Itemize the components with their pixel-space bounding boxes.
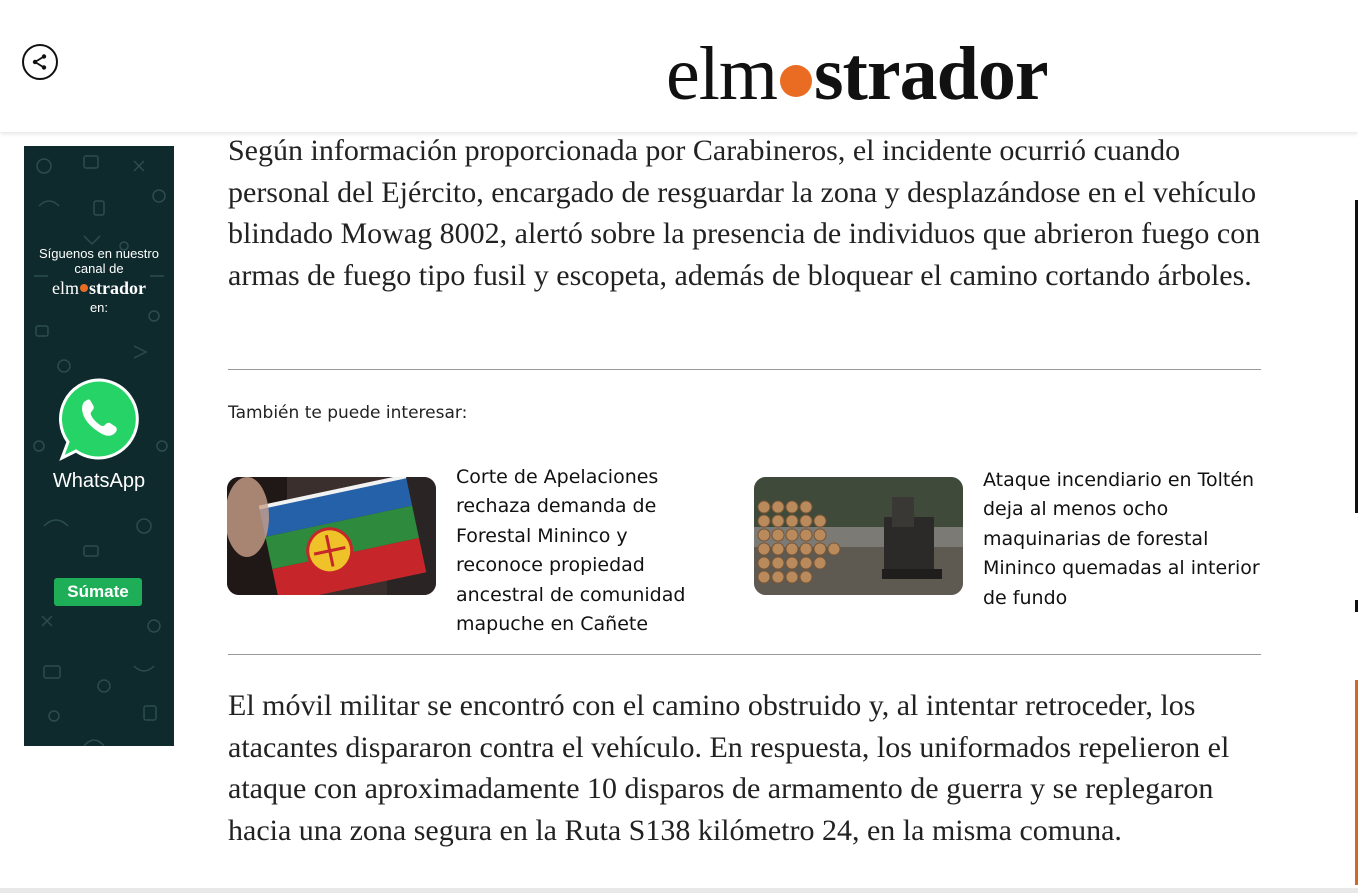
- article-paragraph: Según información proporcionada por Carabineros, el incidente ocurrió cuando personal del Ejército, encargado de resguardar la zona y desplazándose en el vehículo blindado Mowag 8002, alertó sobre la presencia de individuos que abrieron fuego con armas de fuego tipo fusil y escopeta, además de bloquear el camino cortando árboles.: [228, 134, 1261, 292]
- logo-text-suffix: strador: [813, 32, 1048, 116]
- ad-logo-prefix: elm: [52, 278, 79, 298]
- related-bottom-divider: [228, 654, 1261, 655]
- site-logo[interactable]: [666, 28, 1048, 120]
- ad-join-button[interactable]: Súmate: [54, 578, 142, 606]
- related-heading: También te puede interesar:: [228, 403, 468, 423]
- bottom-edge: [0, 888, 1358, 893]
- share-icon: [31, 53, 49, 71]
- related-top-divider: [228, 369, 1261, 370]
- related-article-title[interactable]: Corte de Apelaciones rechaza demanda de Forestal Mininco y reconoce propiedad ancestral de comunidad mapuche en Cañete: [456, 466, 686, 636]
- site-header: [0, 0, 1358, 132]
- mapuche-flag-photo: [227, 477, 436, 595]
- related-article-image[interactable]: [227, 477, 436, 595]
- burned-logs-photo: [754, 477, 963, 595]
- ad-en-text: en:: [89, 300, 109, 315]
- share-button[interactable]: [22, 44, 58, 80]
- logo-text-prefix: elm: [666, 32, 777, 116]
- ad-follow-text: Síguenos en nuestro canal de: [39, 246, 159, 276]
- whatsapp-ad-banner[interactable]: [24, 146, 174, 746]
- ad-brand-logo: [24, 278, 174, 299]
- related-article-card[interactable]: [227, 466, 727, 637]
- ad-app-name: WhatsApp: [52, 470, 146, 492]
- ad-logo-dot: [80, 284, 88, 292]
- logo-dot: [780, 65, 812, 97]
- whatsapp-icon: [56, 376, 142, 462]
- ad-logo-suffix: strador: [89, 278, 146, 298]
- related-article-card[interactable]: [754, 469, 1264, 637]
- related-article-title[interactable]: Ataque incendiario en Toltén deja al menos ocho maquinarias de forestal Mininco quemadas al interior de fundo: [983, 469, 1260, 609]
- related-article-image[interactable]: [754, 477, 963, 595]
- article-paragraph: El móvil militar se encontró con el camino obstruido y, al intentar retroceder, los atacantes dispararon contra el vehículo. En respuesta, los uniformados repelieron el ataque con aproximadamente 10 disparos de armamento de guerra y se replegaron hacia una zona segura en la Ruta S138 kilómetro 24, en la misma comuna.: [228, 689, 1230, 847]
